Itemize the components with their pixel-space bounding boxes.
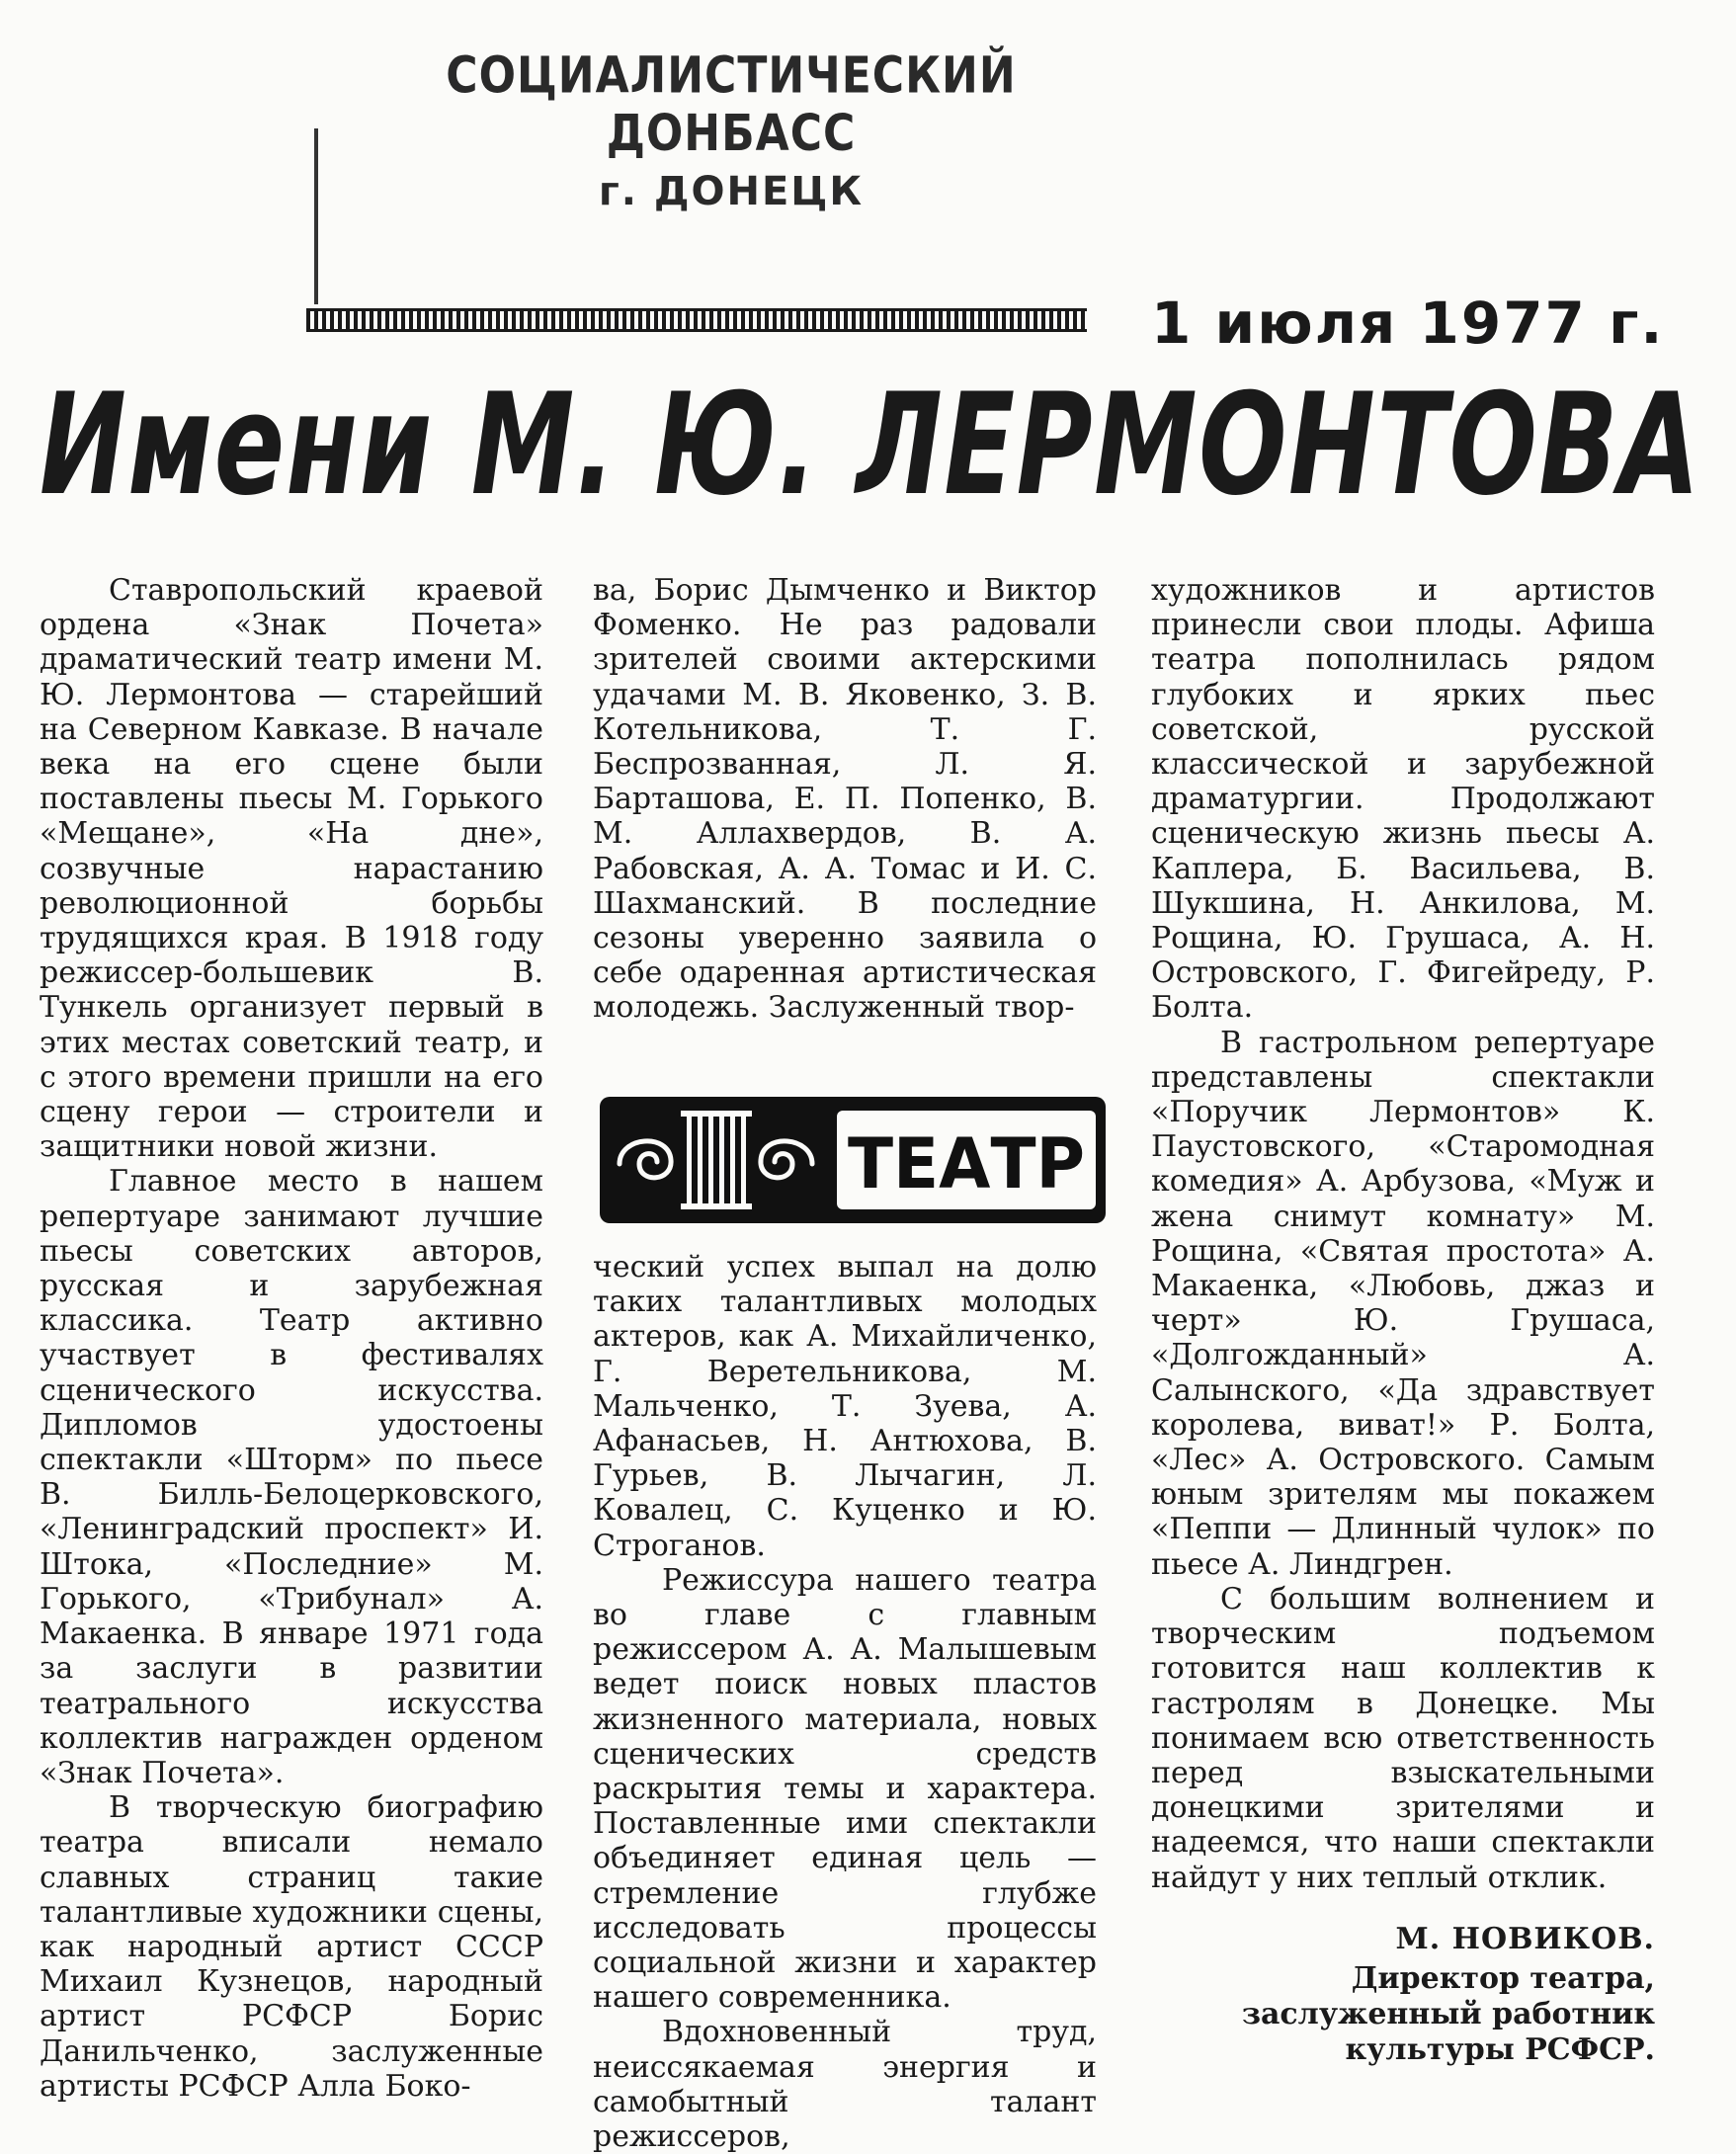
column-2-bottom bbox=[593, 1250, 1097, 2154]
signature-block bbox=[1151, 1922, 1655, 2068]
paragraph: В творческую биографию театра вписали немало славных страниц такие талантливые художники сцены, как народный артист СССР Михаил Кузнецов, народный артист РСФСР Борис Данильченко, заслуженные артисты РСФСР Алла Боко- bbox=[40, 1790, 543, 2104]
paragraph: С большим волнением и творческим подъемом готовится наш коллектив к гастролям в Донецке. Мы понимаем всю ответственность перед взыскательными донецкими зрителями и надеемся, что наши спектакли найдут у них теплый отклик. bbox=[1151, 1581, 1655, 1895]
newspaper-name: СОЦИАЛИСТИЧЕСКИЙ ДОНБАСС bbox=[446, 46, 1017, 163]
paragraph: художников и артистов принесли свои плоды. Афиша театра пополнилась рядом глубоких и ярких пьес советской, русской классической и зарубежной драматургии. Продолжают сценическую жизнь пьесы А. Каплера, Б. Васильева, В. Шукшина, Н. Анкилова, М. Рощина, Ю. Грушаса, А. Н. Островского, Г. Фигейреду, Р. Болта. bbox=[1151, 573, 1655, 1026]
newspaper-stamp bbox=[375, 46, 1087, 214]
paragraph: ческий успех выпал на долю таких талантливых молодых актеров, как А. Михайличенко, Г. Веретельникова, М. Мальченко, Т. Зуева, А. Афанасьев, Н. Антюхова, В. Гурьев, В. Лычагин, Л. Ковалец, С. Куценко и Ю. Строганов. bbox=[593, 1250, 1097, 1563]
headline: Имени М. Ю. ЛЕРМОНТОВА bbox=[40, 364, 1701, 527]
column-3 bbox=[1151, 573, 1655, 1895]
paragraph: ва, Борис Дымченко и Виктор Фоменко. Не раз радовали зрителей своими актерскими удачами М. В. Яковенко, З. В. Котельникова, Т. Г. Беспрозванная, Л. Я. Барташова, Е. П. Попенко, В. М. Аллахвердов, В. А. Рабовская, А. А. Томас и И. С. Шахманский. В последние сезоны уверенно заявила о себе одаренная артистическая молодежь. Заслуженный твор- bbox=[593, 573, 1097, 1026]
publication-date: 1 июля 1977 г. bbox=[1151, 290, 1665, 357]
column-2-top bbox=[593, 573, 1097, 1026]
dashed-rule bbox=[306, 308, 1087, 332]
paragraph: В гастрольном репертуаре представлены спектакли «Поручик Лермонтов» К. Паустовского, «Старомодная комедия» А. Арбузова, «Муж и жена снимут комнату» М. Рощина, «Святая простота» А. Макаенка, «Любовь, джаз и черт» Ю. Грушаса, «Долгожданный» А. Салынского, «Да здравствует королева, виват!» Р. Болта, «Лес» А. Островского. Самым юным зрителям мы покажем «Пеппи — Длинный чулок» по пьесе А. Линдгрен. bbox=[1151, 1025, 1655, 1582]
author-name: М. НОВИКОВ. bbox=[1395, 1922, 1655, 1956]
theatre-logo bbox=[600, 1097, 1106, 1223]
paragraph: Вдохновенный труд, неиссякаемая энергия и самобытный талант режиссеров, bbox=[593, 2015, 1097, 2154]
column-1 bbox=[40, 573, 543, 2104]
newspaper-city: г. ДОНЕЦК bbox=[598, 169, 865, 214]
stamp-border-line bbox=[314, 128, 318, 304]
paragraph: Ставропольский краевой ордена «Знак Почета» драматический театр имени М. Ю. Лермонтова — старейший на Северном Кавказе. В начале века на его сцене были поставлены пьесы М. Горького «Мещане», «На дне», созвучные нарастанию революционной борьбы трудящихся края. В 1918 году режиссер-большевик В. Тункель организует первый в этих местах советский театр, и с этого времени пришли на его сцену герои — строители и защитники новой жизни. bbox=[40, 573, 543, 1165]
logo-text: ТЕАТР bbox=[848, 1123, 1085, 1204]
paragraph: Режиссура нашего театра во главе с главным режиссером А. А. Малышевым ведет поиск новых пластов жизненного материала, новых сценических средств раскрытия темы и характера. Поставленные ими спектакли объединяет единая цель — стремление глубже исследовать процессы социальной жизни и характер нашего современника. bbox=[593, 1562, 1097, 2016]
author-role: Директор театра, заслуженный работник культуры РСФСР. bbox=[1241, 1961, 1655, 2067]
paragraph: Главное место в нашем репертуаре занимают лучшие пьесы советских авторов, русская и зарубежная классика. Театр активно участвует в фестивалях сценического искусства. Дипломов удостоены спектакли «Шторм» по пьесе В. Билль-Белоцерковского, «Ленинградский проспект» И. Штока, «Последние» М. Горького, «Трибунал» А. Макаенка. В январе 1971 года за заслуги в развитии театрального искусства коллектив награжден орденом «Знак Почета». bbox=[40, 1164, 543, 1790]
